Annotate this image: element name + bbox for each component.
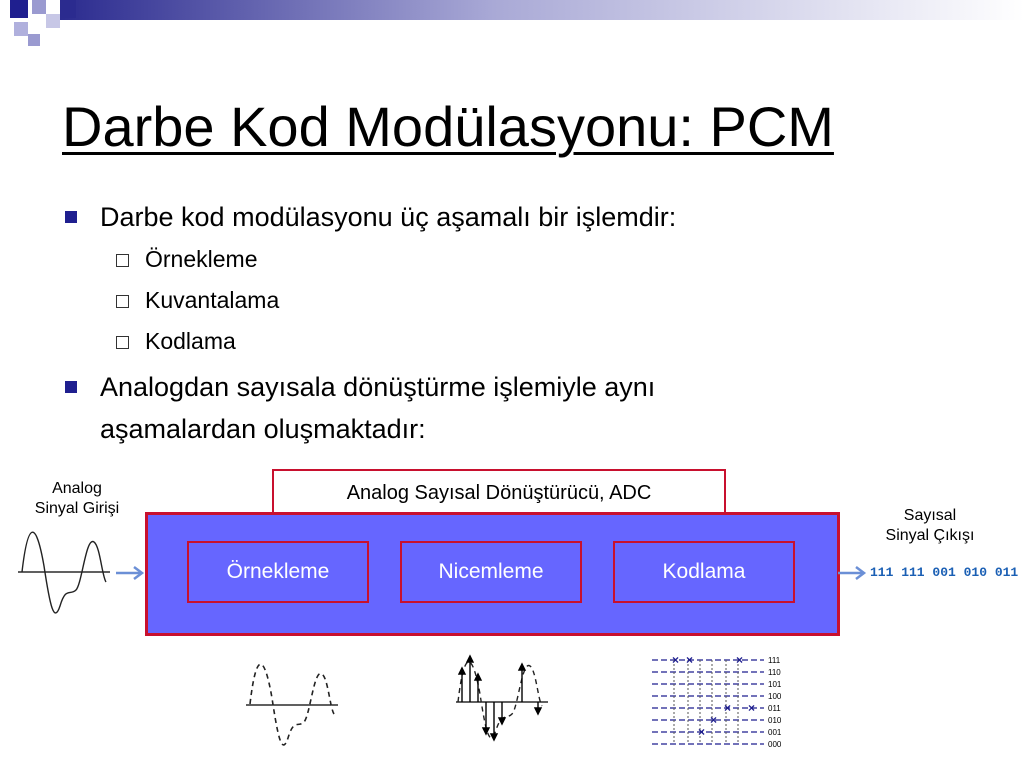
svg-text:×: × (672, 654, 680, 667)
sampling-illustration (242, 658, 342, 756)
svg-text:×: × (698, 725, 706, 739)
bullet-square-icon (65, 381, 77, 393)
svg-text:×: × (736, 654, 744, 667)
analog-input-waveform (14, 526, 114, 624)
output-arrow-icon (836, 564, 870, 582)
input-label (22, 479, 132, 519)
svg-text:×: × (724, 701, 732, 715)
output-label-line2: Sinyal Çıkışı (885, 527, 975, 544)
header-decoration-graphic (0, 0, 1024, 64)
hollow-square-icon (116, 254, 129, 267)
bullet-text-line2: aşamalardan oluşmaktadır: (100, 414, 426, 444)
svg-text:×: × (748, 701, 756, 715)
bullet-text: Darbe kod modülasyonu üç aşamalı bir işlemdir: (100, 202, 677, 232)
level-label: 011 (768, 704, 781, 713)
level-label: 001 (768, 728, 782, 737)
bullet-item (62, 196, 676, 238)
output-label (868, 506, 992, 546)
sub-bullet-text: Kodlama (145, 328, 236, 354)
svg-text:×: × (710, 713, 718, 727)
quantization-illustration (452, 654, 552, 746)
stage-nicemleme: Nicemleme (400, 541, 582, 603)
sub-bullet-item (115, 321, 236, 361)
sub-bullet-text: Kuvantalama (145, 287, 280, 313)
stage-kodlama: Kodlama (613, 541, 795, 603)
slide-title: Darbe Kod Modülasyonu: PCM (62, 95, 834, 158)
adc-label-box: Analog Sayısal Dönüştürücü, ADC (272, 469, 726, 517)
sub-bullet-item (115, 280, 279, 320)
header-decoration (0, 0, 1024, 34)
bullet-item (62, 366, 655, 408)
level-label: 000 (768, 740, 782, 749)
level-label: 100 (768, 692, 782, 701)
level-label: 111 (768, 656, 781, 665)
input-label-line1: Analog (52, 480, 102, 497)
output-bitstream: 111 111 001 010 011 (870, 565, 1019, 580)
sub-bullet-text: Örnekleme (145, 246, 258, 272)
stage-ornekleme: Örnekleme (187, 541, 369, 603)
output-label-line1: Sayısal (903, 507, 957, 524)
coding-illustration (650, 654, 790, 752)
svg-text:×: × (686, 654, 694, 667)
level-label: 110 (768, 668, 781, 677)
input-label-line2: Sinyal Girişi (34, 500, 120, 517)
hollow-square-icon (116, 295, 129, 308)
bullet-square-icon (65, 211, 77, 223)
bullet-text-line1: Analogdan sayısala dönüştürme işlemiyle aynı (100, 372, 656, 402)
level-label: 101 (768, 680, 782, 689)
hollow-square-icon (116, 336, 129, 349)
input-arrow-icon (114, 564, 148, 582)
level-label: 010 (768, 716, 782, 725)
sub-bullet-item (115, 239, 257, 279)
